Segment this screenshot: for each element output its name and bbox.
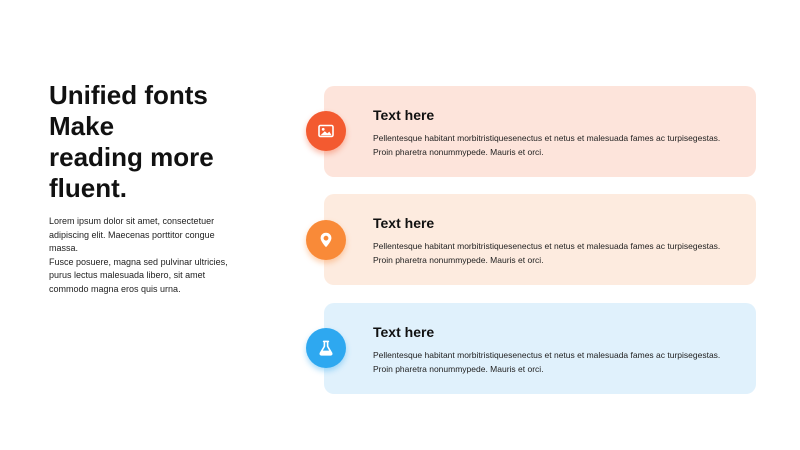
card-description-line: Pellentesque habitant morbitristiquesenectus et netus et malesuada fames ac turpisegestas. <box>373 350 721 360</box>
intro-line: Lorem ipsum dolor sit amet, consectetuer <box>49 216 215 226</box>
feature-card-1 <box>324 86 756 177</box>
intro-text <box>49 215 249 296</box>
card-badge-1 <box>306 111 346 151</box>
card-description-line: Proin pharetra nonummypede. Mauris et orci. <box>373 255 544 265</box>
intro-line: commodo magna eros quis urna. <box>49 283 181 294</box>
headline-line: reading more <box>49 142 214 172</box>
headline-line: fluent. <box>49 173 127 203</box>
card-description <box>373 239 748 267</box>
feature-card-2 <box>324 194 756 285</box>
card-description <box>373 131 748 159</box>
card-description-line: Pellentesque habitant morbitristiquesenectus et netus et malesuada fames ac turpisegestas. <box>373 133 721 143</box>
feature-card-3 <box>324 303 756 394</box>
card-description-line: Proin pharetra nonummypede. Mauris et orci. <box>373 147 544 157</box>
headline <box>49 80 289 204</box>
card-title: Text here <box>373 107 435 123</box>
intro-line: adipiscing elit. Maecenas porttitor congue <box>49 229 215 240</box>
card-badge-3 <box>306 328 346 368</box>
card-title: Text here <box>373 324 435 340</box>
intro-line: massa. <box>49 243 79 253</box>
flask-icon <box>317 339 335 357</box>
headline-line: Unified fonts <box>49 80 208 110</box>
headline-line: Make <box>49 111 115 141</box>
intro-line: Fusce posuere, magna sed pulvinar ultricies, <box>49 256 228 267</box>
card-description <box>373 348 748 376</box>
card-title: Text here <box>373 215 435 231</box>
image-icon <box>317 122 335 140</box>
location-pin-icon <box>317 231 335 249</box>
card-badge-2 <box>306 220 346 260</box>
intro-line: purus lectus malesuada libero, sit amet <box>49 270 206 280</box>
card-description-line: Proin pharetra nonummypede. Mauris et orci. <box>373 364 544 374</box>
card-description-line: Pellentesque habitant morbitristiquesenectus et netus et malesuada fames ac turpisegestas. <box>373 241 721 251</box>
